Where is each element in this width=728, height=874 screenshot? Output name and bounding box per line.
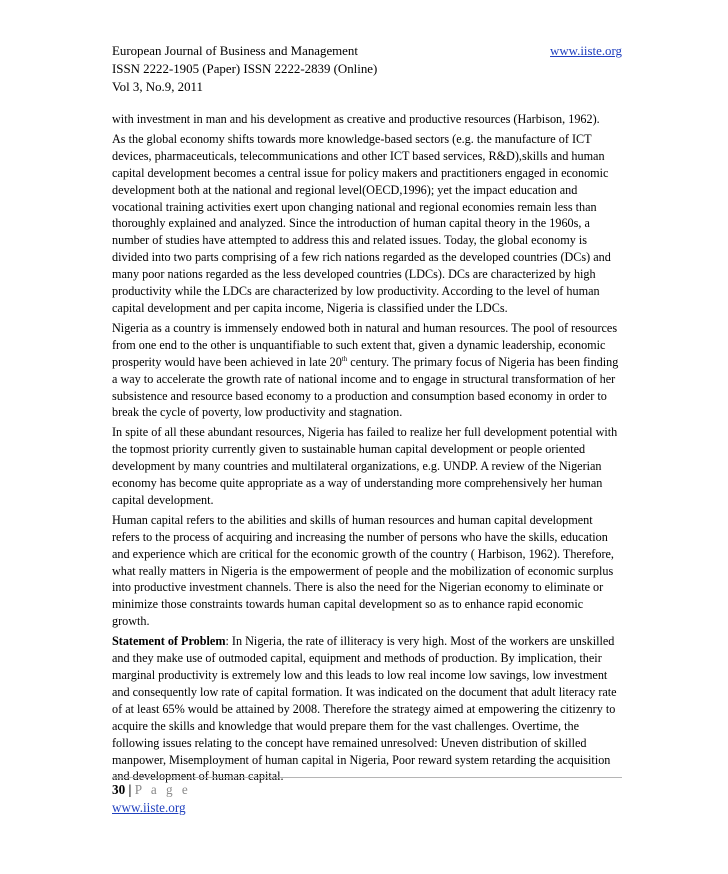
article-body (112, 111, 619, 788)
paragraph-4: In spite of all these abundant resources, Nigeria has failed to realize her full development potential with the topmost priority currently given to sustainable human capital development or people oriented development by many countries and multilateral organizations, e.g. UNDP. A review of the Nigerian economy has become quite appropriate as a way of understanding more comprehensively her human capital development. (112, 425, 618, 507)
issn-line: ISSN 2222-1905 (Paper) ISSN 2222-2839 (Online) (112, 62, 378, 76)
paragraph-3-text-a: Nigeria as a country is immensely endowed both in natural and human resources. The pool of resources from one end to the other is unquantifiable to such extent that, given a dynamic leadership, economic prosperity would have been achieved in late 20 (112, 320, 618, 369)
page-header (112, 42, 622, 96)
page-footer (112, 781, 191, 817)
page-number-line (112, 781, 191, 799)
footer-url-link[interactable]: www.iiste.org (112, 800, 186, 815)
paragraph-3 (112, 320, 619, 421)
journal-title: European Journal of Business and Management (112, 44, 358, 58)
paragraph-1: with investment in man and his development as creative and productive resources (Harbison, 1962). (112, 112, 600, 126)
header-row (112, 42, 622, 60)
paragraph-5: Human capital refers to the abilities and skills of human resources and human capital development refers to the process of acquiring and increasing the number of persons who have the skills, education and experience which are critical for the economic growth of the country ( Harbison, 1962). Therefore, what really matters in Nigeria is the empowerment of people and the mobilization of economic surplus into productive investment channels. There is also the need for the Nigerian economy to eliminate or minimize those constraints towards human capital development so as to enhance rapid economic growth. (112, 512, 614, 629)
paragraph-6 (112, 633, 619, 785)
footer-divider (112, 777, 622, 778)
page-separator: | (125, 782, 135, 797)
journal-url-link[interactable]: www.iiste.org (550, 44, 622, 58)
page-number: 30 (112, 782, 126, 797)
paragraph-3-text-b: century. The primary focus of Nigeria has been finding a way to accelerate the growth rate of national income and to engage in structural transformation of her subsistence and resource based economy to a production and consumption based economy in order to break the cycle of poverty, low productivity and stagnation. (112, 354, 619, 420)
volume-line: Vol 3, No.9, 2011 (112, 80, 203, 94)
section-heading-statement-of-problem: Statement of Problem (112, 634, 226, 649)
page-word: P a g e (134, 782, 191, 797)
paragraph-2: As the global economy shifts towards more knowledge-based sectors (e.g. the manufacture of ICT devices, pharmaceuticals, telecommunications and other ICT based services, R&D),skills and human capital development becomes a central issue for policy makers and practitioners engaged in economic development both at the national and regional level(OECD,1996); yet the impact education and vocational training activities exert upon changing national and regional economies remain less than thoroughly explained and analyzed. Since the introduction of human capital theory in the 1960s, a number of studies have attempted to address this and related issues. Today, the global economy is divided into two parts comprising of a few rich nations regarded as the developed countries (DCs) and many poor nations regarded as the less developed countries (LDCs). DCs are characterized by high productivity while the LDCs are characterized by low productivity. According to the level of human capital development and per capita income, Nigeria is classified under the LDCs. (112, 131, 611, 315)
paragraph-6-text: : In Nigeria, the rate of illiteracy is very high. Most of the workers are unskilled and they make use of outmoded capital, equipment and methods of production. By implication, their marginal productivity is extremely low and this leads to low real income low savings, low investment and consequently low rate of capital formation. It was indicated on the document that adult literacy rate of at least 65% would be attained by 2008. Therefore the strategy aimed at empowering the citizenry to acquire the skills and knowledge that would prepare them for the vast challenges. Overtime, the following issues relating to the concept have remained unresolved: Uneven distribution of skilled manpower, Misemployment of human capital in Nigeria, Poor reward system retarding the acquisition and development of human capital. (112, 634, 617, 784)
superscript-th: th (341, 354, 348, 363)
